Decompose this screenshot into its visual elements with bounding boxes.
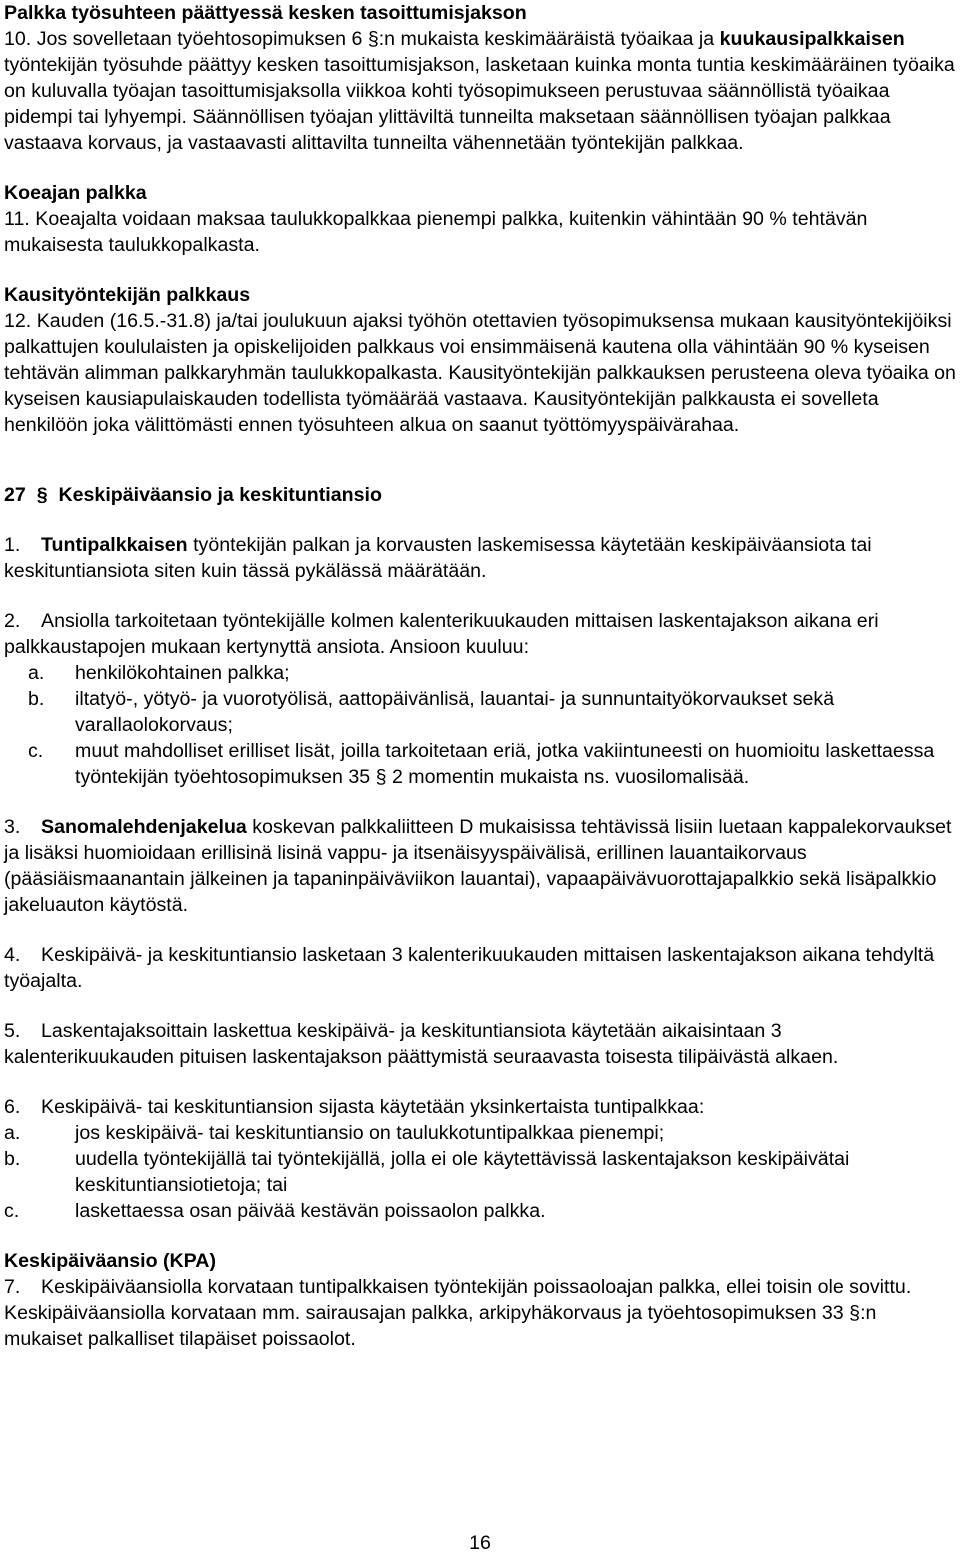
page-number: 16	[469, 1532, 491, 1554]
list-item-label: b.	[4, 1148, 21, 1170]
list-item-label: c.	[4, 1200, 20, 1222]
paragraph-text: Kauden (16.5.-31.8) ja/tai joulukuun ajaksi työhön otettavien työsopimuksensa mukaan kausityöntekijöiksi palkattujen koululaisten ja opiskelijoiden palkkaus voi ensimmäisenä kautena olla vähintään 90 % kyseisen tehtävän alimman palkkaryhmän taulukkopalkasta. Kausityöntekijän palkkauksen perusteena oleva työaika on kyseisen kausiapulaiskauden todellista työmäärää vastaava. Kausityöntekijän palkkausta ei sovelleta henkilöön joka välittömästi ennen työsuhteen alkua on saanut työttömyyspäivärahaa.	[4, 310, 956, 436]
heading-keskipaivaansio-kpa: Keskipäiväansio (KPA)	[4, 1250, 216, 1272]
paragraph-text: Keskipäivä- tai keskituntiansion sijasta käytetään yksinkertaista tuntipalkkaa:	[41, 1096, 705, 1118]
paragraph-number: 4.	[4, 944, 21, 966]
paragraph-27-1	[4, 532, 956, 584]
list-item-label: a.	[28, 662, 45, 684]
paragraph-12	[4, 308, 956, 438]
paragraph-text: Keskipäivä- ja keskituntiansio lasketaan 3 kalenterikuukauden mittaisen laskentajakson aikana tehdyltä työajalta.	[4, 944, 935, 992]
paragraph-text: Keskipäiväansiolla korvataan tuntipalkkaisen työntekijän poissaoloajan palkka, ellei toisin ole sovittu. Keskipäiväansiolla korvataan mm. sairausajan palkka, arkipyhäkorvaus ja työehtosopimuksen 33	[4, 1276, 912, 1324]
section-symbol: §	[367, 28, 379, 50]
paragraph-number: 12.	[4, 310, 32, 332]
paragraph-text: työntekijän työsuhde päättyy kesken tasoittumisjakson, lasketaan kuinka monta tuntia keskimääräinen työaika on kuluvalla työajan tasoittumisjaksolla viikkoa kohti työsopimukseen perustuvaa säännöllistä työaikaa pidempi tai lyhyempi. Säännöllisen työajan ylittäviltä tunneilta maksetaan säännöllisen työajan palkkaa vastaava korvaus, ja vastaavasti alittavilta tunneilta vähennetään työntekijän palkkaa.	[4, 54, 955, 154]
paragraph-number: 7.	[4, 1276, 21, 1298]
paragraph-number: 3.	[4, 816, 21, 838]
heading-palkka-tyosuhteen: Palkka työsuhteen päättyessä kesken tasoittumisjakson	[4, 2, 527, 24]
list-item	[4, 686, 956, 738]
heading-koeajan-palkka: Koeajan palkka	[4, 182, 147, 204]
paragraph-text: Koeajalta voidaan maksaa taulukkopalkkaa pienempi palkka, kuitenkin vähintään 90 % tehtävän mukaisesta taulukkopalkasta.	[4, 208, 868, 256]
paragraph-number: 1.	[4, 534, 21, 556]
paragraph-27-7	[4, 1274, 956, 1352]
paragraph-number: 10.	[4, 28, 32, 50]
paragraph-number: 2.	[4, 610, 21, 632]
heading-kausityontekijan-palkkaus: Kausityöntekijän palkkaus	[4, 284, 251, 306]
paragraph-text: :n mukaista keskimääräistä työaikaa ja	[378, 28, 720, 50]
bold-term: Tuntipalkkaisen	[41, 534, 188, 556]
paragraph-11	[4, 206, 956, 258]
paragraph-27-5	[4, 1018, 956, 1070]
paragraph-10	[4, 26, 956, 156]
section-27-title	[4, 482, 956, 508]
section-symbol: §	[849, 1302, 861, 1324]
list-item-text: iltatyö-, yötyö- ja vuorotyölisä, aattopäivänlisä, lauantai- ja sunnuntaityökorvaukset sekä varallaolokorvaus;	[75, 688, 835, 736]
list-item-text: muut mahdolliset erilliset lisät, joilla tarkoitetaan eriä, jotka vakiintuneesti on huomioitu laskettaessa työntekijän työehtosopimuksen 35 § 2 momentin mukaista ns. vuosilomalisää.	[75, 740, 935, 788]
paragraph-27-2	[4, 608, 956, 660]
paragraph-number: 6.	[4, 1096, 21, 1118]
list-item-text: uudella työntekijällä tai työntekijällä, jolla ei ole käytettävissä laskentajakson keskipäivätai keskituntiansiotietoja; tai	[75, 1148, 850, 1196]
paragraph-number: 11.	[4, 208, 30, 230]
list-item	[4, 660, 956, 686]
paragraph-text: Laskentajaksoittain laskettua keskipäivä- ja keskituntiansiota käytetään aikaisintaan 3 kalenterikuukauden pituisen laskentajakson päättymistä seuraavasta toisesta tilipäivästä alkaen.	[4, 1020, 839, 1068]
paragraph-text: Jos sovelletaan työehtosopimuksen 6	[36, 28, 368, 50]
list-item-label: a.	[4, 1122, 21, 1144]
list-item-label: b.	[28, 688, 45, 710]
paragraph-27-6	[4, 1094, 956, 1120]
list-item-label: c.	[28, 740, 44, 762]
section-symbol: §	[36, 484, 48, 506]
paragraph-27-3	[4, 814, 956, 918]
paragraph-number: 5.	[4, 1020, 21, 1042]
section-number: 27	[4, 484, 26, 506]
bold-term: Sanomalehdenjakelua	[41, 816, 247, 838]
document-page	[4, 0, 956, 1352]
list-item	[4, 1120, 956, 1146]
list-item	[4, 738, 956, 790]
section-title-text: Keskipäiväansio ja keskituntiansio	[58, 484, 382, 506]
bold-term: kuukausipalkkaisen	[719, 28, 905, 50]
list-item	[4, 1146, 956, 1198]
paragraph-text: Ansiolla tarkoitetaan työntekijälle kolmen kalenterikuukauden mittaisen laskentajakson aikana eri palkkaustapojen mukaan kertynyttä ansiota. Ansioon kuuluu:	[4, 610, 879, 658]
paragraph-27-4	[4, 942, 956, 994]
paragraph-text: :n mukaiset palkalliset tilapäiset poissaolot.	[4, 1302, 877, 1350]
list-item-text: laskettaessa osan päivää kestävän poissaolon palkka.	[75, 1200, 546, 1222]
list-item	[4, 1198, 956, 1224]
paragraph-text: koskevan palkkaliitteen D mukaisissa tehtävissä lisiin luetaan kappalekorvaukset ja lisäksi huomioidaan erillisinä lisinä vappu- ja itsenäisyyspäivälisä, erillinen lauantaikorvaus (pääsiäismaanantain jälkeinen ja tapaninpäiväviikon lauantai), vapaapäivävuorottajapalkkio sekä lisäpalkkio jakeluauton käytöstä.	[4, 816, 952, 916]
paragraph-text: työntekijän palkan ja korvausten laskemisessa käytetään keskipäiväansiota tai keskituntiansiota siten kuin tässä pykälässä määrätään.	[4, 534, 872, 582]
list-item-text: jos keskipäivä- tai keskituntiansio on taulukkotuntipalkkaa pienempi;	[75, 1122, 665, 1144]
list-item-text: henkilökohtainen palkka;	[75, 662, 290, 684]
